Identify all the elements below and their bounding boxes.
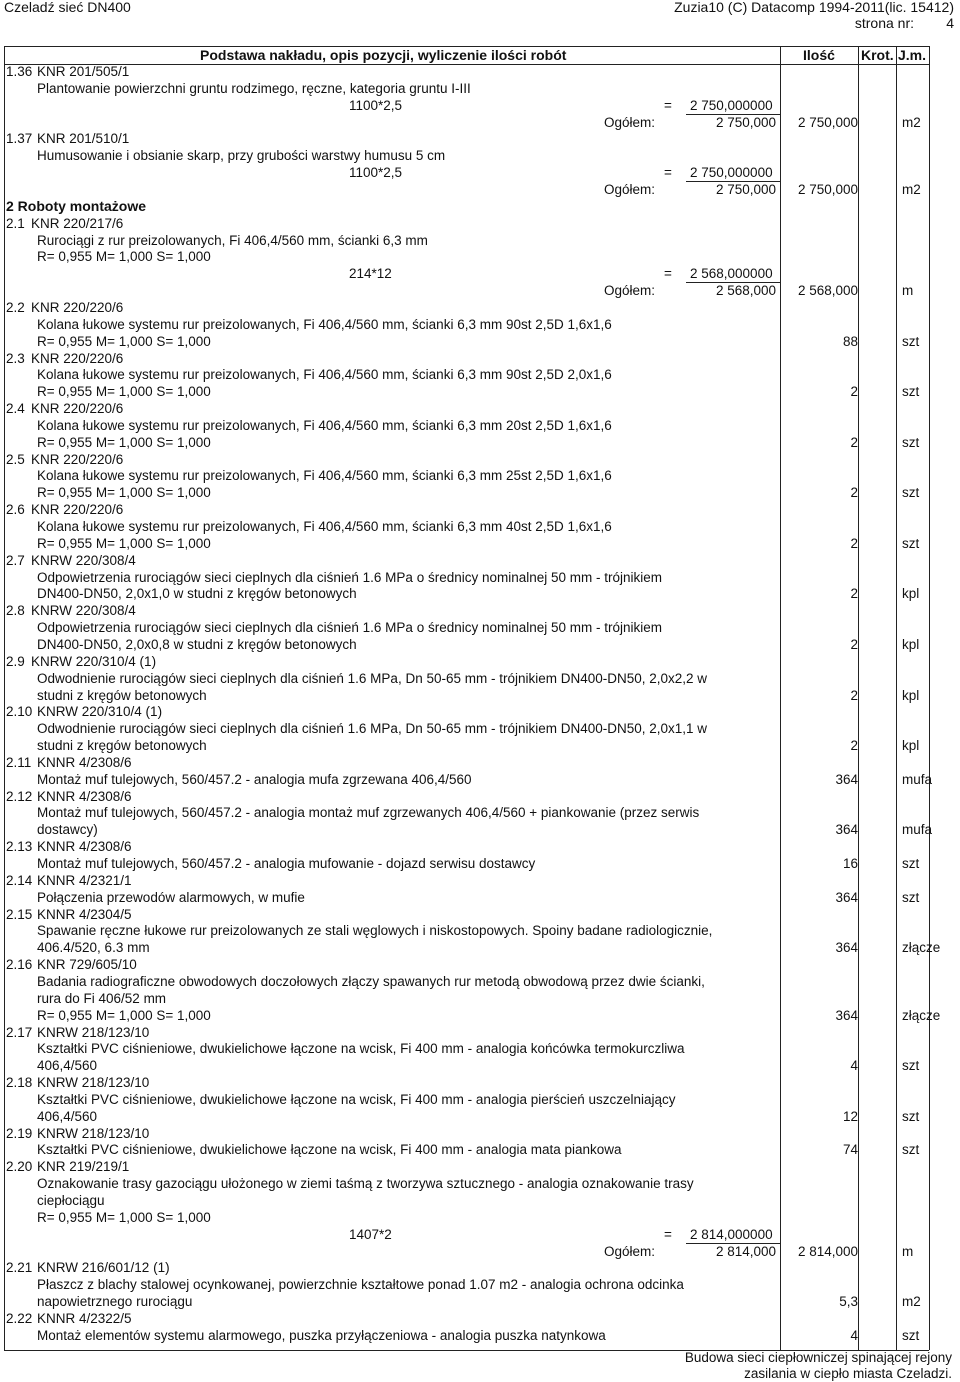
position-description: studni z kręgów betonowych xyxy=(37,738,207,753)
position-code: KNRW 218/123/10 xyxy=(37,1024,150,1040)
position-quantity: 74 xyxy=(842,1142,858,1158)
description-quantity-row xyxy=(4,890,929,906)
position-quantity: 2 750,000 xyxy=(797,181,858,197)
position-number: 2.20 xyxy=(6,1159,33,1175)
position-code: KNRW 218/123/10 xyxy=(37,1075,150,1090)
calculation-equals: = xyxy=(664,165,672,181)
calculation-row xyxy=(4,1227,929,1243)
position-description: ciepłociągu xyxy=(37,1193,105,1208)
description-row xyxy=(4,233,929,249)
description-quantity-row xyxy=(4,856,929,872)
position-number: 2.6 xyxy=(6,502,25,518)
calculation-row xyxy=(4,165,929,181)
description-row xyxy=(4,1092,929,1108)
position-description: DN400-DN50, 2,0x1,0 w studni z kręgów betonowych xyxy=(37,586,357,602)
position-unit: m2 xyxy=(902,114,921,130)
position-description: Kolana łukowe systemu rur preizolowanych, Fi 406,4/560 mm, ścianki 6,3 mm 20st 2,5D 1,6x1,6 xyxy=(37,417,612,433)
description-row xyxy=(4,367,929,383)
position-row xyxy=(4,1126,929,1142)
description-row xyxy=(4,620,929,636)
position-unit: mufa xyxy=(902,822,933,838)
position-code: KNRW 220/308/4 xyxy=(31,603,136,619)
footer-project-line1: Budowa sieci ciepłowniczej spinającej rejony xyxy=(684,1350,952,1365)
position-number: 1.36 xyxy=(6,64,33,79)
column-header-description: Podstawa nakładu, opis pozycji, wyliczenie ilości robót xyxy=(200,47,567,63)
position-description: Kształtki PVC ciśnieniowe, dwukielichowe łączone na wcisk, Fi 400 mm - analogia końcówka termokurczliwa xyxy=(37,1041,685,1057)
position-code: KNR 729/605/10 xyxy=(37,957,137,973)
position-code: KNR 220/220/6 xyxy=(31,350,124,366)
position-quantity: 4 xyxy=(850,1327,858,1343)
position-unit: m2 xyxy=(902,1294,921,1309)
description-row xyxy=(4,1277,929,1293)
total-sum: 2 750,000 xyxy=(715,114,776,130)
position-code: KNR 220/217/6 xyxy=(31,215,124,231)
position-code: KNRW 220/310/4 (1) xyxy=(31,653,157,669)
position-unit: kpl xyxy=(902,586,920,602)
position-unit: m xyxy=(902,1243,914,1259)
position-description: Plantowanie powierzchni gruntu rodzimego, ręczne, kategoria gruntu I-III xyxy=(37,80,471,96)
position-row xyxy=(4,704,929,720)
position-code: KNR 220/220/6 xyxy=(31,502,124,518)
total-row xyxy=(4,1244,929,1260)
position-quantity: 364 xyxy=(835,822,858,838)
position-unit: szt xyxy=(902,889,920,905)
position-row xyxy=(4,452,929,468)
position-row xyxy=(4,1075,929,1091)
calculation-value: 2 814,000000 xyxy=(690,1226,773,1242)
position-number: 2.16 xyxy=(6,957,33,973)
description-row xyxy=(4,991,929,1007)
position-code: KNNR 4/2321/1 xyxy=(37,872,132,888)
calculation-equals: = xyxy=(664,97,672,113)
description-row xyxy=(4,249,929,265)
position-description: R= 0,955 M= 1,000 S= 1,000 xyxy=(37,535,211,551)
calculation-expression: 1100*2,5 xyxy=(349,97,403,113)
description-row xyxy=(4,468,929,484)
description-row xyxy=(4,974,929,990)
description-row xyxy=(4,805,929,821)
position-number: 1.37 xyxy=(6,131,33,147)
position-quantity: 364 xyxy=(835,889,858,905)
position-description: Połączenia przewodów alarmowych, w mufie xyxy=(37,889,305,905)
calculation-row xyxy=(4,98,929,114)
position-number: 2.12 xyxy=(6,788,33,804)
position-description: Montaż elementów systemu alarmowego, puszka przyłączeniowa - analogia puszka natynkowa xyxy=(37,1327,606,1343)
position-code: KNNR 4/2308/6 xyxy=(37,839,132,855)
position-quantity: 88 xyxy=(842,333,858,349)
position-number: 2.14 xyxy=(6,872,33,888)
column-header-multiplier: Krot. xyxy=(861,47,894,63)
description-quantity-row xyxy=(4,1007,941,1024)
description-row xyxy=(4,570,929,586)
total-sum: 2 814,000 xyxy=(715,1243,776,1259)
position-description: 406.4/520, 6.3 mm xyxy=(37,940,150,956)
header-right: Zuzia10 (C) Datacomp 1994-2011(lic. 15412) xyxy=(674,0,954,15)
position-description: Kolana łukowe systemu rur preizolowanych, Fi 406,4/560 mm, ścianki 6,3 mm 90st 2,5D 1,6x1,6 xyxy=(37,316,612,332)
position-quantity: 2 xyxy=(850,586,858,602)
position-row xyxy=(4,907,929,923)
position-unit: złącze xyxy=(902,940,941,956)
position-description: Płaszcz z blachy stalowej ocynkowanej, powierzchnie kształtowe ponad 1.07 m2 - analogia ochrona odcinka xyxy=(37,1277,684,1293)
calculation-equals: = xyxy=(664,266,672,282)
calculation-expression: 214*12 xyxy=(349,266,392,282)
position-code: KNRW 220/310/4 (1) xyxy=(37,704,163,720)
position-description: Kształtki PVC ciśnieniowe, dwukielichowe łączone na wcisk, Fi 400 mm - analogia pierścień uszczelniający xyxy=(37,1091,676,1107)
position-quantity: 5,3 xyxy=(839,1294,858,1309)
description-quantity-row xyxy=(4,688,929,704)
section-heading-row xyxy=(4,199,929,215)
description-quantity-row xyxy=(4,485,929,501)
description-row xyxy=(4,317,929,333)
position-code: KNR 220/220/6 xyxy=(31,299,124,315)
position-quantity: 364 xyxy=(835,1007,858,1023)
position-row xyxy=(4,216,929,232)
section-heading: 2 Roboty montażowe xyxy=(6,197,147,214)
position-unit: szt xyxy=(902,1327,920,1343)
position-description: R= 0,955 M= 1,000 S= 1,000 xyxy=(37,384,211,400)
position-number: 2.13 xyxy=(6,839,33,855)
description-quantity-row xyxy=(4,738,929,754)
position-description: R= 0,955 M= 1,000 S= 1,000 xyxy=(37,333,211,349)
position-description: Spawanie ręczne łukowe rur preizolowanych ze stali węglowych i niskostopowych. Spoiny badane radiologicznie, xyxy=(37,923,713,939)
position-number: 2.22 xyxy=(6,1310,33,1326)
total-row xyxy=(4,182,929,198)
description-quantity-row xyxy=(4,822,933,838)
position-code: KNNR 4/2304/5 xyxy=(37,906,132,922)
position-unit: szt xyxy=(902,485,920,501)
position-unit: kpl xyxy=(902,687,920,703)
position-description: Odwodnienie rurociągów sieci cieplnych dla ciśnień 1.6 MPa, Dn 50-65 mm - trójnikiem DN400-DN50, 2,0x1,1 w xyxy=(37,721,708,737)
page-number: 4 xyxy=(946,15,954,31)
column-header-quantity: Ilość xyxy=(803,47,835,63)
calculation-row xyxy=(4,266,929,282)
position-unit: m2 xyxy=(902,181,921,197)
description-quantity-row xyxy=(4,1294,929,1310)
position-description: 406,4/560 xyxy=(37,1058,98,1074)
position-row xyxy=(4,502,929,518)
position-row xyxy=(4,755,929,771)
description-quantity-row xyxy=(4,435,929,451)
position-number: 2.21 xyxy=(6,1260,33,1276)
position-quantity: 364 xyxy=(835,771,858,787)
position-quantity: 2 xyxy=(850,535,858,551)
position-row xyxy=(4,131,929,147)
footer-project-line2: zasilania w ciepło miasta Czeladzi. xyxy=(744,1366,952,1381)
calculation-equals: = xyxy=(664,1226,672,1242)
position-description: R= 0,955 M= 1,000 S= 1,000 xyxy=(37,1007,211,1023)
position-unit: kpl xyxy=(902,636,920,652)
calculation-value: 2 750,000000 xyxy=(690,165,773,181)
position-quantity: 2 xyxy=(850,636,858,652)
page-number-label: strona nr: xyxy=(854,15,914,31)
position-code: KNRW 216/601/12 (1) xyxy=(37,1260,170,1276)
position-description: R= 0,955 M= 1,000 S= 1,000 xyxy=(37,249,211,265)
position-description: R= 0,955 M= 1,000 S= 1,000 xyxy=(37,485,211,501)
position-code: KNR 201/510/1 xyxy=(37,131,130,147)
total-label: Ogółem: xyxy=(604,1243,656,1259)
position-unit: złącze xyxy=(902,1007,941,1023)
position-code: KNR 220/220/6 xyxy=(31,401,124,416)
position-row xyxy=(4,654,929,670)
column-header-unit: J.m. xyxy=(898,47,927,63)
position-code: KNR 219/219/1 xyxy=(37,1159,130,1175)
position-number: 2.15 xyxy=(6,906,33,922)
position-row xyxy=(4,873,929,889)
position-description: Montaż muf tulejowych, 560/457.2 - analogia mufa zgrzewana 406,4/560 xyxy=(37,771,472,787)
position-number: 2.17 xyxy=(6,1024,33,1040)
position-unit: kpl xyxy=(902,738,920,753)
description-row xyxy=(4,148,929,164)
description-quantity-row xyxy=(4,334,929,350)
position-quantity: 12 xyxy=(842,1108,858,1124)
position-description: Kolana łukowe systemu rur preizolowanych, Fi 406,4/560 mm, ścianki 6,3 mm 40st 2,5D 1,6x1,6 xyxy=(37,519,612,534)
position-description: Montaż muf tulejowych, 560/457.2 - analogia montaż muf zgrzewanych 406,4/560 + piankowanie (przez serwis xyxy=(37,805,700,821)
position-number: 2.1 xyxy=(6,215,25,231)
position-number: 2.11 xyxy=(6,754,32,770)
position-quantity: 4 xyxy=(850,1058,858,1074)
position-row xyxy=(4,401,929,417)
description-quantity-row xyxy=(4,637,929,653)
position-quantity: 2 568,000 xyxy=(797,283,858,298)
position-row xyxy=(4,300,929,316)
total-sum: 2 568,000 xyxy=(715,283,776,298)
calculation-value: 2 750,000000 xyxy=(690,97,773,113)
description-row xyxy=(4,519,929,535)
position-description: R= 0,955 M= 1,000 S= 1,000 xyxy=(37,434,211,450)
description-row xyxy=(4,721,929,737)
position-unit: szt xyxy=(902,384,920,400)
position-unit: szt xyxy=(902,333,920,349)
position-description: Kształtki PVC ciśnieniowe, dwukielichowe łączone na wcisk, Fi 400 mm - analogia mata piankowa xyxy=(37,1142,622,1158)
total-label: Ogółem: xyxy=(604,283,656,298)
position-unit: szt xyxy=(902,535,920,551)
description-row xyxy=(4,671,929,687)
position-number: 2.8 xyxy=(6,603,25,619)
position-number: 2.19 xyxy=(6,1125,33,1141)
position-row xyxy=(4,957,929,973)
position-row xyxy=(4,64,929,80)
position-number: 2.9 xyxy=(6,653,25,669)
position-row xyxy=(4,1025,929,1041)
position-row xyxy=(4,1159,929,1175)
position-description: dostawcy) xyxy=(37,822,98,838)
position-code: KNNR 4/2308/6 xyxy=(37,754,132,770)
position-code: KNNR 4/2308/6 xyxy=(37,788,132,804)
position-description: napowietrznego rurociągu xyxy=(37,1294,193,1309)
position-unit: szt xyxy=(902,1108,920,1124)
total-row xyxy=(4,283,929,299)
position-row xyxy=(4,351,929,367)
position-number: 2.4 xyxy=(6,401,25,416)
position-quantity: 2 xyxy=(850,434,858,450)
description-row xyxy=(4,81,929,97)
col-divider-right xyxy=(929,46,930,1350)
position-number: 2.3 xyxy=(6,350,25,366)
position-description: Odpowietrzenia rurociągów sieci cieplnych dla ciśnień 1.6 MPa o średnicy nominalnej 50 mm - trójnikiem xyxy=(37,569,663,585)
description-quantity-row xyxy=(4,940,941,956)
position-quantity: 2 750,000 xyxy=(797,114,858,130)
total-sum: 2 750,000 xyxy=(715,181,776,197)
position-description: rura do Fi 406/52 mm xyxy=(37,990,167,1006)
calculation-expression: 1407*2 xyxy=(349,1226,392,1242)
total-row xyxy=(4,115,929,131)
position-code: KNRW 218/123/10 xyxy=(37,1125,150,1141)
position-unit: szt xyxy=(902,1058,920,1074)
calculation-expression: 1100*2,5 xyxy=(349,165,403,181)
description-quantity-row xyxy=(4,1328,929,1344)
position-quantity: 364 xyxy=(835,940,858,956)
position-description: Kolana łukowe systemu rur preizolowanych, Fi 406,4/560 mm, ścianki 6,3 mm 90st 2,5D 2,0x1,6 xyxy=(37,367,612,383)
position-row xyxy=(4,839,929,855)
position-code: KNRW 220/308/4 xyxy=(31,552,136,568)
position-code: KNNR 4/2322/5 xyxy=(37,1310,132,1326)
position-number: 2.18 xyxy=(6,1075,33,1090)
position-quantity: 16 xyxy=(842,856,858,871)
position-quantity: 2 xyxy=(850,384,858,400)
position-description: Odwodnienie rurociągów sieci cieplnych dla ciśnień 1.6 MPa, Dn 50-65 mm - trójnikiem DN400-DN50, 2,0x2,2 w xyxy=(37,670,708,686)
description-row xyxy=(4,1176,929,1192)
position-unit: m xyxy=(902,283,914,298)
position-row xyxy=(4,603,929,619)
position-quantity: 2 xyxy=(850,687,858,703)
position-description: Odpowietrzenia rurociągów sieci cieplnych dla ciśnień 1.6 MPa o średnicy nominalnej 50 mm - trójnikiem xyxy=(37,620,663,636)
position-row xyxy=(4,1260,929,1276)
description-row xyxy=(4,1041,929,1057)
position-quantity: 2 814,000 xyxy=(797,1243,858,1259)
description-row xyxy=(4,923,929,939)
position-description: DN400-DN50, 2,0x0,8 w studni z kręgów betonowych xyxy=(37,636,357,652)
position-quantity: 2 xyxy=(850,738,858,753)
position-row xyxy=(4,789,929,805)
position-code: KNR 201/505/1 xyxy=(37,64,130,79)
total-label: Ogółem: xyxy=(604,114,656,130)
position-description: Badania radiograficzne obwodowych doczołowych złączy spawanych rur metodą obwodową przez dwie ścianki, xyxy=(37,973,705,989)
position-code: KNR 220/220/6 xyxy=(31,451,124,467)
position-number: 2.10 xyxy=(6,704,33,720)
position-unit: szt xyxy=(902,434,920,450)
position-number: 2.5 xyxy=(6,451,25,467)
description-quantity-row xyxy=(4,1109,929,1125)
calculation-value: 2 568,000000 xyxy=(690,266,773,282)
description-row xyxy=(4,1193,929,1209)
description-quantity-row xyxy=(4,586,929,602)
description-row xyxy=(4,418,929,434)
description-row xyxy=(4,1210,929,1226)
position-description: Humusowanie i obsianie skarp, przy grubości warstwy humusu 5 cm xyxy=(37,148,446,164)
position-description: studni z kręgów betonowych xyxy=(37,687,207,703)
description-quantity-row xyxy=(4,1058,929,1074)
description-quantity-row xyxy=(4,384,929,400)
header-left: Czeladź sieć DN400 xyxy=(4,0,131,15)
total-label: Ogółem: xyxy=(604,181,656,197)
position-unit: szt xyxy=(902,856,920,871)
description-quantity-row xyxy=(4,771,933,788)
position-description: Rurociągi z rur preizolowanych, Fi 406,4/560 mm, ścianki 6,3 mm xyxy=(37,232,428,248)
position-description: Montaż muf tulejowych, 560/457.2 - analogia mufowanie - dojazd serwisu dostawcy xyxy=(37,856,536,871)
description-quantity-row xyxy=(4,536,929,552)
position-row xyxy=(4,1311,929,1327)
position-number: 2.2 xyxy=(6,299,25,315)
position-unit: mufa xyxy=(902,771,933,787)
position-unit: szt xyxy=(902,1142,920,1158)
position-description: Oznakowanie trasy gazociągu ułożonego w ziemi taśmą z tworzywa sztucznego - analogia oznakowanie trasy xyxy=(37,1176,694,1192)
position-number: 2.7 xyxy=(6,552,25,568)
position-row xyxy=(4,553,929,569)
position-description: 406,4/560 xyxy=(37,1108,98,1124)
position-quantity: 2 xyxy=(850,485,858,501)
position-description: R= 0,955 M= 1,000 S= 1,000 xyxy=(37,1209,211,1225)
description-quantity-row xyxy=(4,1142,929,1158)
position-description: Kolana łukowe systemu rur preizolowanych, Fi 406,4/560 mm, ścianki 6,3 mm 25st 2,5D 1,6x1,6 xyxy=(37,468,612,484)
